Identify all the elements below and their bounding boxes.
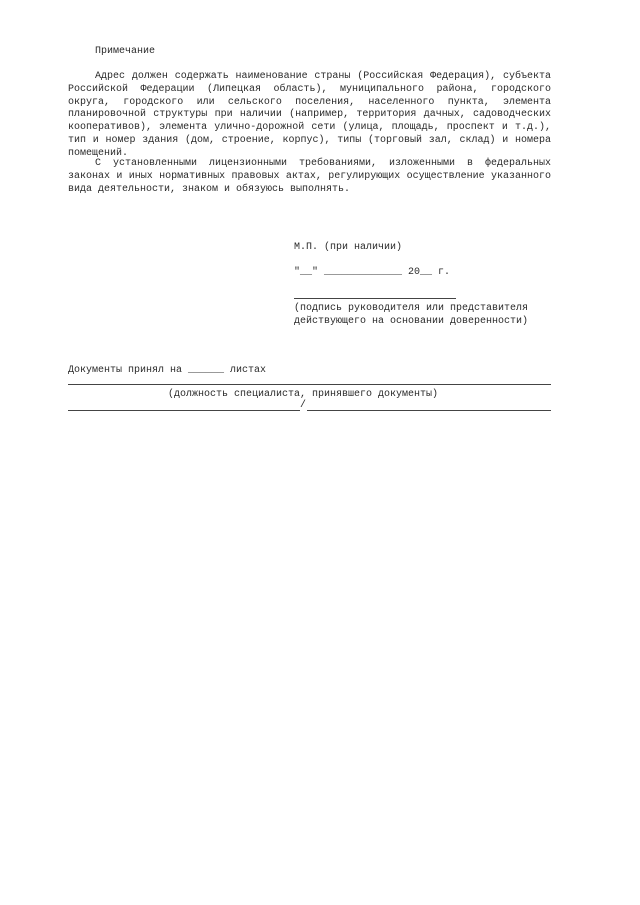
- note-paragraph-address: Адрес должен содержать наименование страны (Российская Федерация), субъекта Российской Федерации (Липецкая область), муниципального района, городского округа, городского или сельского поселения, населенного пункта, элемента планировочной структуры при наличии (например, территория дачных, садоводческих кооперативов), элемента улично-дорожной сети (улица, площадь, проспект и т.д.), тип и номер здания (дом, строение, корпус), типы (торговый зал, склад) и номера помещений.: [68, 71, 551, 159]
- date-line: "__" _____________ 20__ г.: [294, 267, 451, 278]
- signature-caption-line-2: действующего на основании доверенности): [294, 316, 529, 327]
- specialist-signature-line: [68, 410, 300, 411]
- specialist-name-line: [307, 410, 551, 411]
- position-line: [68, 384, 551, 385]
- note-paragraph-requirements: С установленными лицензионными требованиями, изложенными в федеральных законах и иных нормативных правовых актах, регулирующих осуществление указанного вида деятельности, знаком и обязуюсь выполнять.: [68, 158, 551, 195]
- seal-label: М.П. (при наличии): [294, 242, 403, 253]
- note-heading: Примечание: [95, 46, 156, 57]
- position-caption: (должность специалиста, принявшего документы): [168, 389, 439, 400]
- signature-line: [294, 298, 456, 299]
- signature-caption-line-1: (подпись руководителя или представителя: [294, 303, 529, 314]
- signature-separator: /: [300, 400, 307, 411]
- documents-received-text: Документы принял на ______ листах: [68, 365, 267, 376]
